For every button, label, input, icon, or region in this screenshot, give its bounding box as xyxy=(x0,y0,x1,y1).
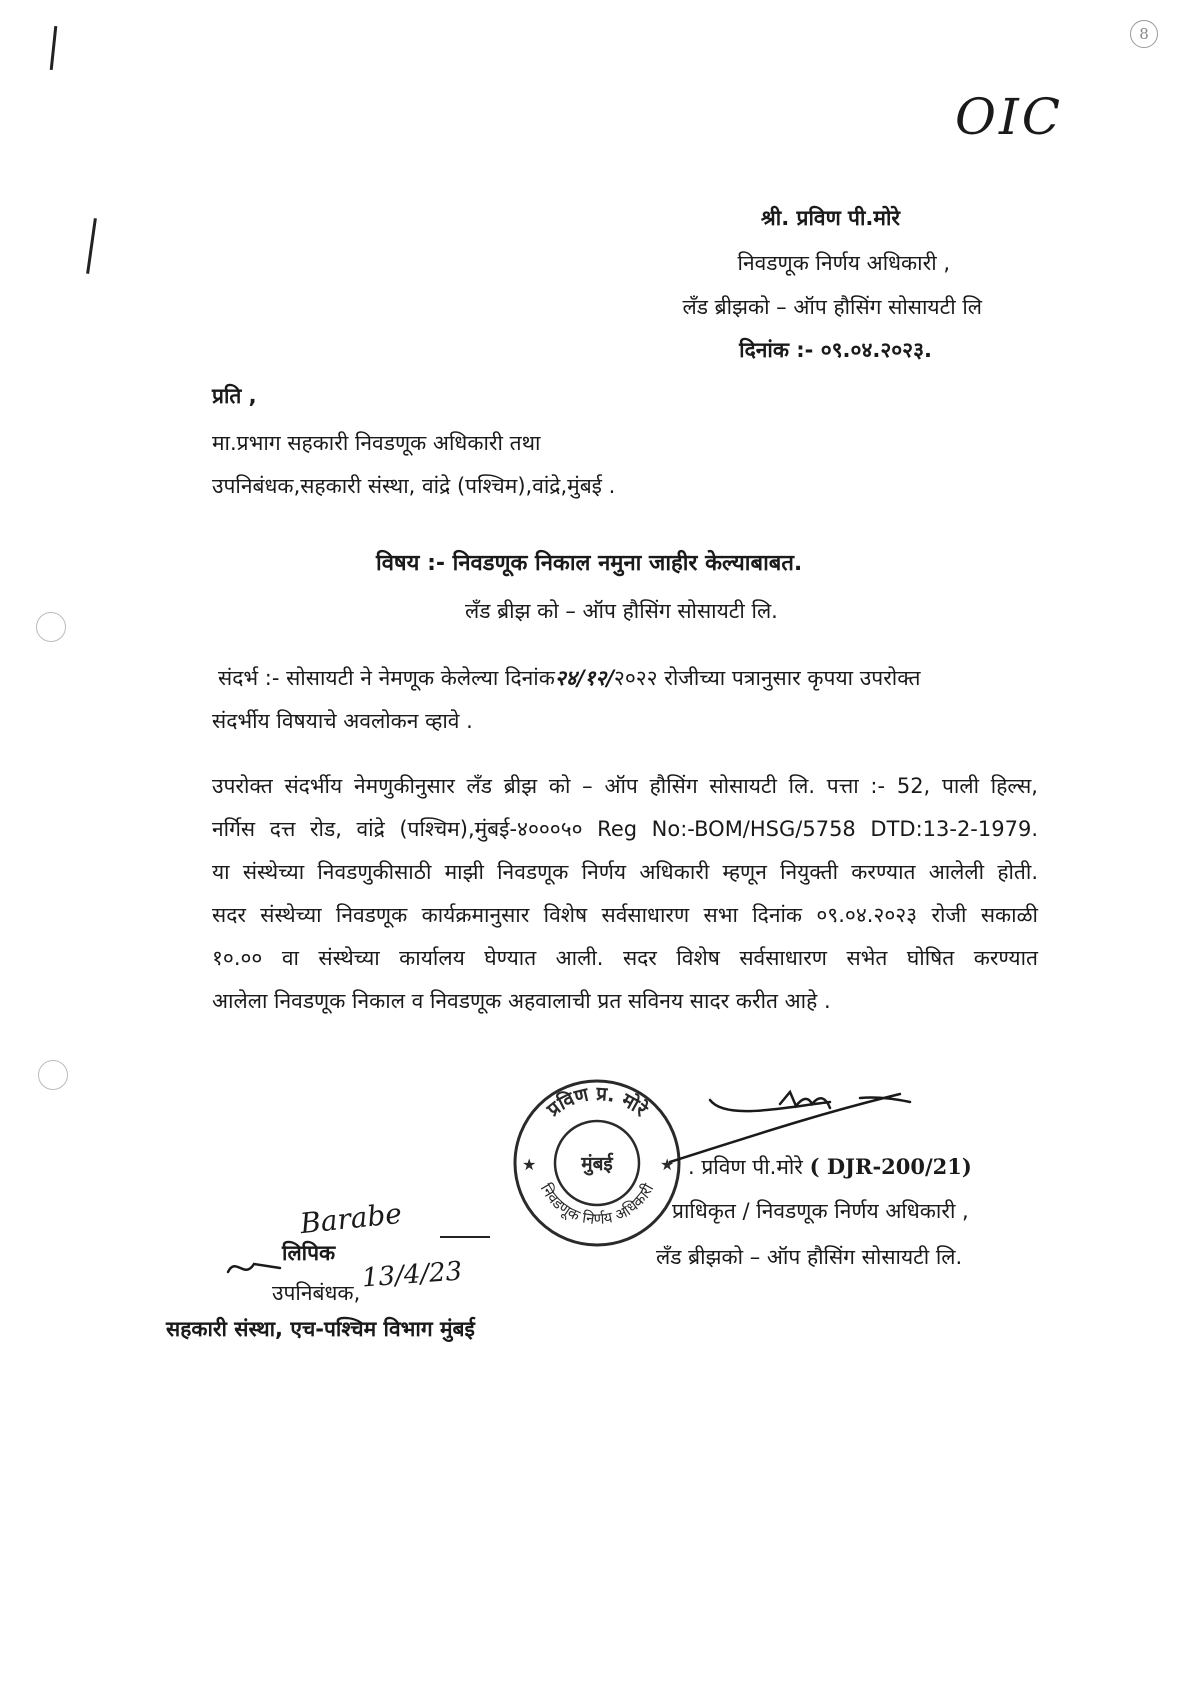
receipt-department: सहकारी संस्था, एच-पश्चिम विभाग मुंबई xyxy=(166,1317,475,1341)
stamp-center-text: मुंबई xyxy=(581,1153,613,1175)
signatory-designation: प्राधिकृत / निवडणूक निर्णय अधिकारी , xyxy=(672,1199,969,1223)
signatory-code: ( DJR-200/21) xyxy=(809,1154,972,1179)
body-line: १०.०० वा संस्थेच्या कार्यालय घेण्यात आली. सदर विशेष सर्वसाधारण सभेत घोषित करण्यात xyxy=(212,946,1038,970)
subject-society: लँड ब्रीझ को – ऑप हौसिंग सोसायटी लि. xyxy=(465,599,778,623)
receipt-tick-mark xyxy=(224,1252,284,1282)
subject-line: विषय :- निवडणूक निकाल नमुना जाहीर केल्याबाबत. xyxy=(376,551,803,576)
salutation: प्रति , xyxy=(212,384,257,408)
signatory-society: लँड ब्रीझको – ऑप हौसिंग सोसायटी लि. xyxy=(656,1245,963,1269)
stamp-top-text: प्रविण प्र. मोरे xyxy=(542,1082,652,1122)
punch-hole xyxy=(36,612,66,642)
receipt-label: लिपिक xyxy=(282,1241,336,1265)
margin-mark xyxy=(50,26,58,70)
sender-name: श्री. प्रविण पी.मोरे xyxy=(760,206,900,230)
handwritten-note: OIC xyxy=(955,88,1063,146)
body-line: उपरोक्त संदर्भीय नेमणुकीनुसार लँड ब्रीझ को – ऑप हौसिंग सोसायटी लि. पत्ता :- 52, पाली हिल्स, xyxy=(212,774,1038,798)
signatory-line xyxy=(688,1154,972,1180)
receipt-handwritten-name: Barabe xyxy=(298,1196,404,1241)
reference-handwritten-date: २४/१२/ xyxy=(554,665,614,690)
recipient-line2: उपनिबंधक,सहकारी संस्था, वांद्रे (पश्चिम),वांद्रे,मुंबई . xyxy=(212,474,616,498)
reference-line1 xyxy=(218,665,920,691)
signatory-name: . प्रविण पी.मोरे xyxy=(688,1155,803,1179)
receipt-dash xyxy=(440,1236,490,1238)
reference-line2: संदर्भीय विषयाचे अवलोकन व्हावे . xyxy=(212,709,473,733)
sender-designation: निवडणूक निर्णय अधिकारी , xyxy=(737,251,950,275)
stamp-star-icon: ★ xyxy=(522,1155,537,1174)
sender-society: लँड ब्रीझको – ऑप हौसिंग सोसायटी लि xyxy=(682,295,982,319)
page-number: 8 xyxy=(1139,25,1149,43)
body-paragraph xyxy=(212,765,1038,1023)
body-line: नर्गिस दत्त रोड, वांद्रे (पश्चिम),मुंबई-४०००५० Reg No:-BOM/HSG/5758 DTD:13-2-1979. xyxy=(212,817,1038,841)
sender-date: दिनांक :- ०९.०४.२०२३. xyxy=(739,338,932,362)
stamp-bottom-text: निवडणूक निर्णय अधिकारी xyxy=(536,1180,658,1229)
reference-prefix: संदर्भ :- सोसायटी ने नेमणूक केलेल्या दिनांक xyxy=(218,666,555,690)
receipt-handwritten-date: 13/4/23 xyxy=(361,1256,464,1294)
margin-mark xyxy=(86,218,97,274)
body-line: या संस्थेच्या निवडणुकीसाठी माझी निवडणूक निर्णय अधिकारी म्हणून नियुक्ती करण्यात आलेली होती. xyxy=(212,860,1038,884)
sender-block xyxy=(600,0,982,380)
punch-hole xyxy=(38,1060,68,1090)
reference-suffix: २०२२ रोजीच्या पत्रानुसार कृपया उपरोक्त xyxy=(613,666,921,690)
page-number-badge xyxy=(1130,20,1158,48)
stamp-star-icon: ★ xyxy=(660,1155,675,1174)
receipt-office: उपनिबंधक, xyxy=(272,1281,361,1305)
body-line: आलेला निवडणूक निकाल व निवडणूक अहवालाची प्रत सविनय सादर करीत आहे . xyxy=(212,989,831,1013)
body-line: सदर संस्थेच्या निवडणूक कार्यक्रमानुसार विशेष सर्वसाधारण सभा दिनांक ०९.०४.२०२३ रोजी सकाळी xyxy=(212,903,1038,927)
recipient-line1: मा.प्रभाग सहकारी निवडणूक अधिकारी तथा xyxy=(212,431,541,455)
